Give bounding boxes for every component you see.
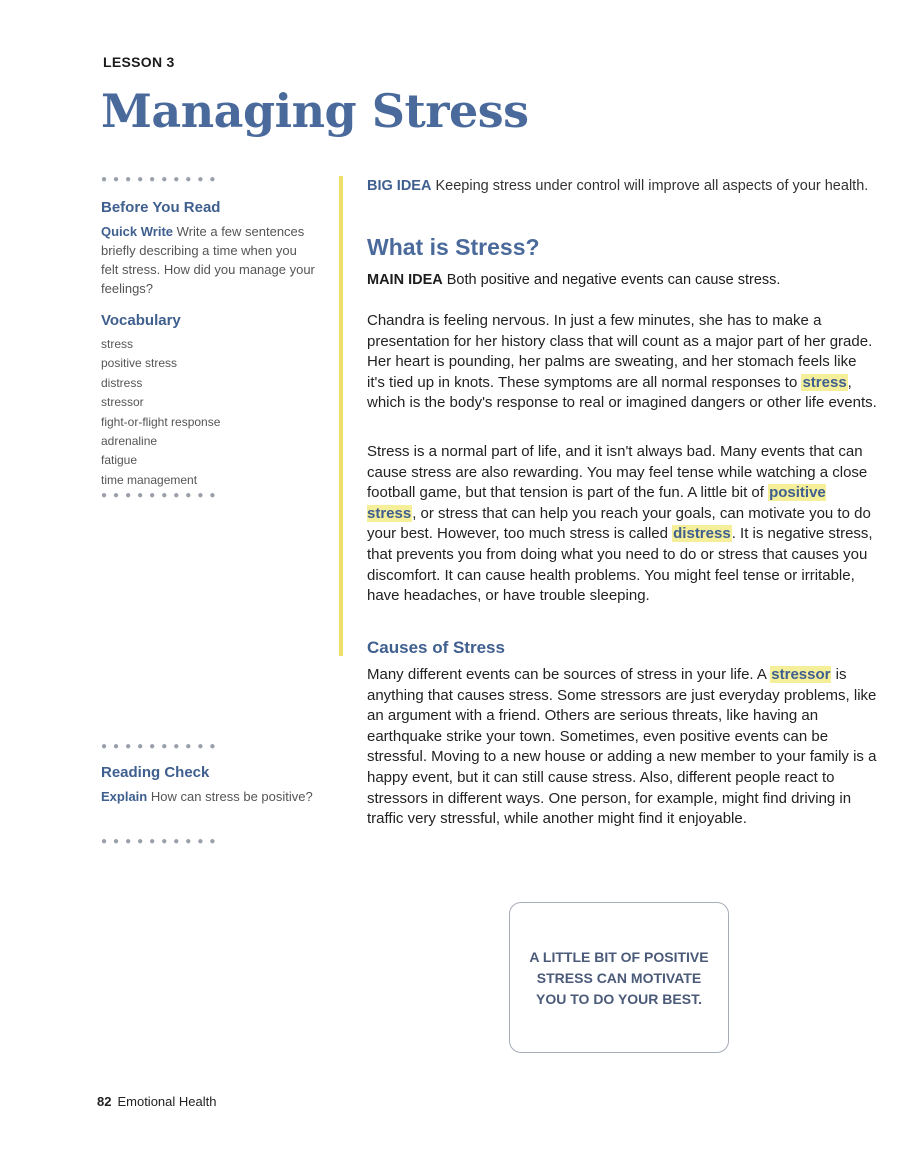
term-stress: stress — [802, 373, 847, 391]
vocabulary-item: adrenaline — [101, 434, 158, 449]
vocabulary-item: distress — [101, 375, 143, 390]
divider-dots: ●●●●●●●●●● — [101, 836, 222, 847]
paragraph-text: , or stress that can help you reach your goals, can motivate you to do your best. However, too much stress is called — [367, 504, 871, 543]
main-idea — [367, 270, 877, 290]
vocabulary-item: stress — [101, 337, 134, 351]
quick-write-prompt: Write a few sentences briefly describing a time when you felt stress. How did you manage your feelings? — [101, 224, 315, 296]
big-idea-text: Keeping stress under control will improve all aspects of your health. — [435, 178, 869, 194]
paragraph-1 — [367, 311, 877, 414]
section-name: Emotional Health — [117, 1094, 217, 1109]
paragraph-3 — [367, 665, 877, 830]
reading-check-question: How can stress be positive? — [150, 789, 313, 804]
vocabulary-heading: Vocabulary — [101, 312, 181, 329]
paragraph-text: Chandra is feeling nervous. In just a few minutes, she has to make a presentation for her history class that will count as a major part of her grade. Her heart is pounding, her palms are sweating, and her stomach feels like it's tied up in knots. These symptoms are all normal responses to — [367, 312, 873, 391]
main-idea-text: Both positive and negative events can cause stress. — [446, 272, 781, 288]
paragraph-text: , which is the body's response to real or imagined dangers or other life events. — [367, 373, 877, 412]
paragraph-text: . It is negative stress, that prevents you from doing what you need to do or stress that causes you discomfort. It can cause health problems. You might feel tense or irritable, have headaches, or have trouble sleeping. — [367, 525, 873, 605]
section-heading: What is Stress? — [367, 234, 540, 260]
term-distress: distress — [673, 525, 731, 543]
callout-line: YOU TO DO YOUR BEST. — [536, 991, 702, 1007]
term-stressor: stressor — [771, 666, 831, 683]
vocabulary-item: time management — [101, 472, 198, 487]
lesson-label: LESSON 3 — [103, 54, 175, 70]
vocabulary-box — [101, 312, 316, 490]
page-number: 82 — [97, 1094, 112, 1109]
subheading-causes: Causes of Stress — [367, 638, 505, 657]
explain-label: Explain — [101, 789, 148, 804]
quick-write-text — [101, 222, 316, 298]
big-idea-bar — [339, 176, 343, 656]
quick-write-label: Quick Write — [101, 224, 174, 239]
callout-text — [510, 947, 728, 1010]
divider-dots: ●●●●●●●●●● — [101, 174, 222, 185]
big-idea — [367, 176, 877, 196]
before-you-read-box — [101, 199, 316, 298]
divider-dots: ●●●●●●●●●● — [101, 490, 222, 501]
paragraph-text: Many different events can be sources of stress in your life. A — [367, 666, 771, 683]
page-title: Managing Stress — [101, 84, 529, 138]
vocabulary-item: stressor — [101, 395, 144, 410]
paragraph-text: is anything that causes stress. Some stressors are just everyday problems, like an argument with a friend. Others are serious threats, like having an earthquake strike your town. Sometimes, even positive events can be stressful. Moving to a new house or adding a new member to your family is a happy event, but it can still cause stress. Also, different people react to stressors in different ways. One person, for example, might find driving in traffic very stressful, while another might find it enjoyable. — [367, 666, 877, 828]
callout-box — [509, 902, 729, 1053]
callout-line: STRESS CAN MOTIVATE — [536, 970, 702, 986]
big-idea-label: BIG IDEA — [367, 178, 432, 194]
paragraph-text: Stress is a normal part of life, and it isn't always bad. Many events that can cause stress are also rewarding. You may feel tense while watching a close football game, but that tension is part of the fun. A little bit of — [367, 443, 868, 502]
vocabulary-item: fight-or-flight response — [101, 414, 221, 429]
before-you-read-heading: Before You Read — [101, 199, 221, 216]
reading-check-heading: Reading Check — [101, 764, 210, 781]
vocabulary-item: positive stress — [101, 356, 178, 371]
vocabulary-item: fatigue — [101, 453, 138, 468]
page-footer — [97, 1094, 216, 1109]
callout-line: A LITTLE BIT OF POSITIVE — [529, 949, 709, 965]
main-idea-label: MAIN IDEA — [367, 272, 443, 288]
reading-check-box — [101, 764, 316, 806]
paragraph-2 — [367, 442, 877, 607]
reading-check-text — [101, 787, 316, 806]
vocabulary-list — [101, 335, 316, 490]
term-positive-stress: positive stress — [367, 484, 826, 522]
divider-dots: ●●●●●●●●●● — [101, 741, 222, 752]
